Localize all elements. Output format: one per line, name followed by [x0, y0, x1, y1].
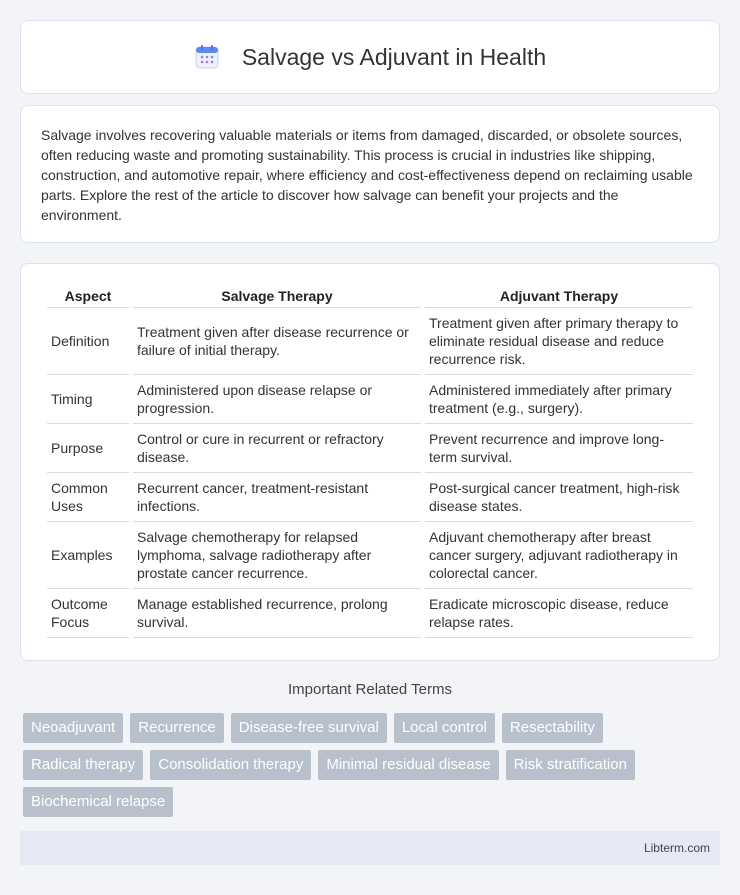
tag-radical-therapy[interactable]: Radical therapy [23, 750, 143, 780]
row-aspect: Purpose [47, 424, 129, 473]
tag-biochemical-relapse[interactable]: Biochemical relapse [23, 787, 173, 817]
row-salvage: Control or cure in recurrent or refractory disease. [133, 424, 421, 473]
row-salvage: Administered upon disease relapse or progression. [133, 375, 421, 424]
row-adjuvant: Post-surgical cancer treatment, high-risk disease states. [425, 473, 693, 522]
header-card [20, 20, 720, 94]
intro-card [20, 105, 720, 243]
comparison-table [43, 284, 697, 638]
row-salvage: Manage established recurrence, prolong survival. [133, 589, 421, 638]
row-salvage: Recurrent cancer, treatment-resistant infections. [133, 473, 421, 522]
footer-site-link[interactable]: Libterm.com [643, 841, 710, 855]
tag-resectability[interactable]: Resectability [502, 713, 603, 743]
row-adjuvant: Adjuvant chemotherapy after breast cancer surgery, adjuvant radiotherapy in colorectal cancer. [425, 522, 693, 589]
table-header-row [47, 284, 693, 308]
row-aspect: Outcome Focus [47, 589, 129, 638]
table-row [47, 424, 693, 473]
tag-disease-free-survival[interactable]: Disease-free survival [231, 713, 387, 743]
comparison-table-card [20, 263, 720, 661]
tag-neoadjuvant[interactable]: Neoadjuvant [23, 713, 123, 743]
row-aspect: Timing [47, 375, 129, 424]
table-row [47, 375, 693, 424]
row-adjuvant: Prevent recurrence and improve long-term survival. [425, 424, 693, 473]
tag-risk-stratification[interactable]: Risk stratification [506, 750, 635, 780]
table-row [47, 522, 693, 589]
table-row [47, 589, 693, 638]
header-salvage: Salvage Therapy [133, 284, 421, 308]
row-adjuvant: Administered immediately after primary treatment (e.g., surgery). [425, 375, 693, 424]
table-row [47, 308, 693, 375]
row-salvage: Treatment given after disease recurrence or failure of initial therapy. [133, 308, 421, 375]
related-terms-title: Important Related Terms [288, 681, 452, 698]
header-adjuvant: Adjuvant Therapy [425, 284, 693, 308]
calendar-icon [194, 44, 220, 70]
table-row [47, 473, 693, 522]
tag-consolidation-therapy[interactable]: Consolidation therapy [150, 750, 311, 780]
page-title: Salvage vs Adjuvant in Health [241, 43, 547, 70]
header-aspect: Aspect [47, 284, 129, 308]
row-aspect: Definition [47, 308, 129, 375]
row-aspect: Examples [47, 522, 129, 589]
row-adjuvant: Eradicate microscopic disease, reduce relapse rates. [425, 589, 693, 638]
footer [20, 831, 720, 865]
tag-local-control[interactable]: Local control [394, 713, 495, 743]
row-adjuvant: Treatment given after primary therapy to eliminate residual disease and reduce recurrence risk. [425, 308, 693, 375]
row-aspect: Common Uses [47, 473, 129, 522]
tag-recurrence[interactable]: Recurrence [130, 713, 224, 743]
row-salvage: Salvage chemotherapy for relapsed lymphoma, salvage radiotherapy after prostate cancer recurrence. [133, 522, 421, 589]
intro-text: Salvage involves recovering valuable materials or items from damaged, discarded, or obsolete sources, often reducing waste and promoting sustainability. This process is crucial in industries like shipping, construction, and automotive repair, where efficiency and cost-effectiveness depend on reclaiming usable parts. Explore the rest of the article to discover how salvage can benefit your projects and the environment. [41, 127, 693, 223]
tag-minimal-residual-disease[interactable]: Minimal residual disease [318, 750, 498, 780]
related-terms-list [23, 713, 723, 817]
